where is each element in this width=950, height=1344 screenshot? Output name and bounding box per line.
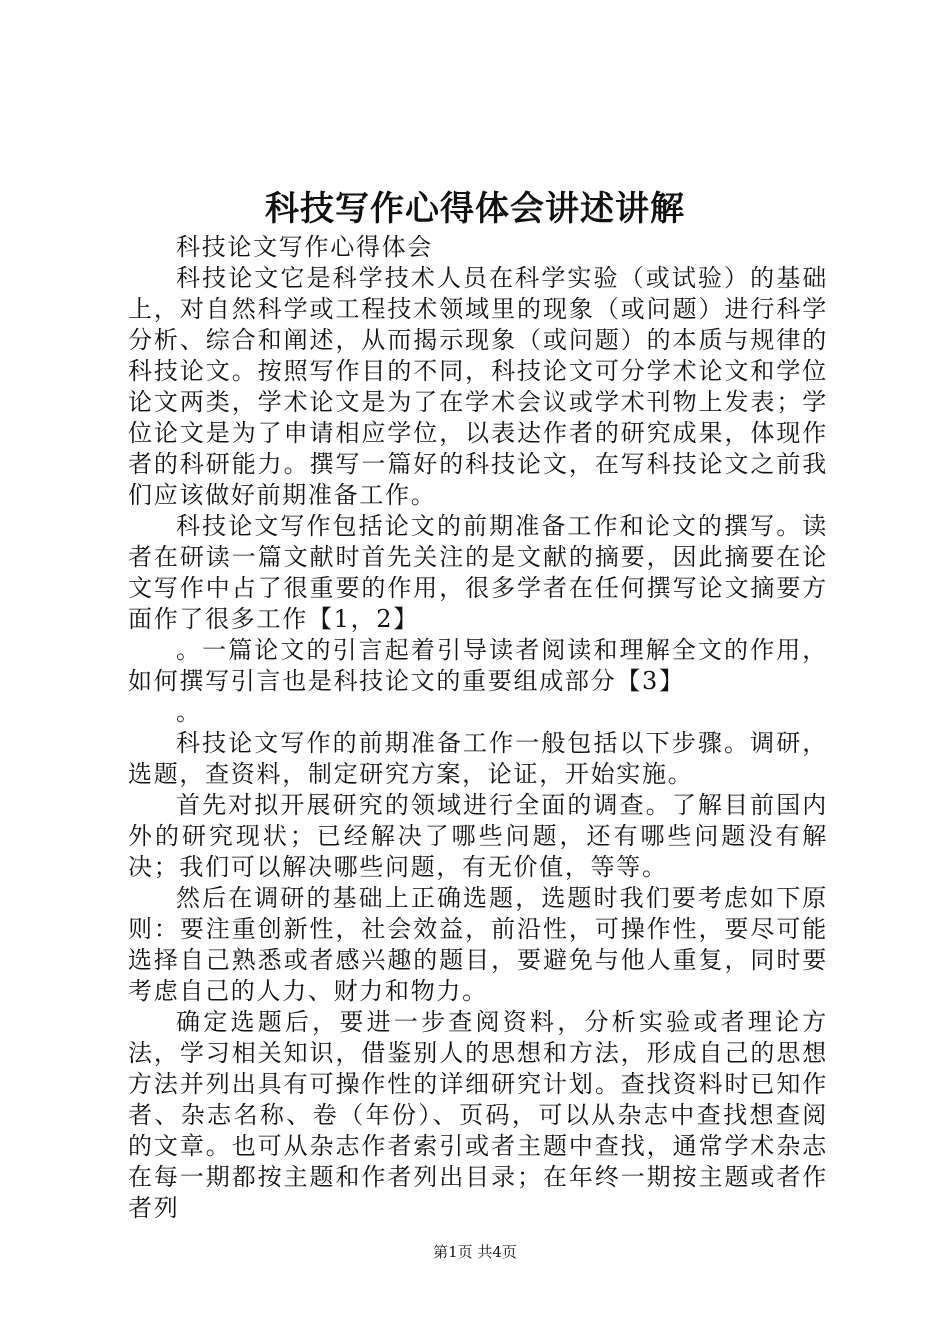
paragraph: 确定选题后，要进一步查阅资料，分析实验或者理论方法，学习相关知识，借鉴别人的思想和方法，形成自己的思想方法并列出具有可操作性的详细研究计划。查找资料时已知作者、杂志名称、卷（年份）、页码，可以从杂志中查找想查阅的文章。也可从杂志作者索引或者主题中查找，通常学术杂志在每一期都按主题和作者列出目录；在年终一期按主题或者作者列 [128,1008,828,1222]
paragraph: 。一篇论文的引言起着引导读者阅读和理解全文的作用，如何撰写引言也是科技论文的重要组成部分【3】 [128,636,828,695]
document-body [128,232,828,1224]
document-title: 科技写作心得体会讲述讲解 [265,189,685,229]
paragraph: 科技论文写作包括论文的前期准备工作和论文的撰写。读者在研读一篇文献时首先关注的是文献的摘要，因此摘要在论文写作中占了很重要的作用，很多学者在任何撰写论文摘要方面作了很多工作【1，2】 [128,512,828,633]
paragraph: 。 [176,698,202,726]
paragraph: 然后在调研的基础上正确选题，选题时我们要考虑如下原则：要注重创新性，社会效益，前沿性，可操作性，要尽可能选择自己熟悉或者感兴趣的题目，要避免与他人重复，同时要考虑自己的人力、财力和物力。 [128,884,828,1005]
paragraph: 科技论文写作的前期准备工作一般包括以下步骤。调研，选题，查资料，制定研究方案，论证，开始实施。 [128,729,828,788]
paragraph: 首先对拟开展研究的领域进行全面的调查。了解目前国内外的研究现状；已经解决了哪些问题，还有哪些问题没有解决；我们可以解决哪些问题，有无价值，等等。 [128,791,828,881]
paragraph-subtitle: 科技论文写作心得体会 [176,233,433,261]
page-footer: 第1页 共4页 [433,1243,517,1261]
paragraph: 科技论文它是科学技术人员在科学实验（或试验）的基础上，对自然科学或工程技术领域里的现象（或问题）进行科学分析、综合和阐述，从而揭示现象（或问题）的本质与规律的科技论文。按照写作目的不同，科技论文可分学术论文和学位论文两类，学术论文是为了在学术会议或学术刊物上发表；学位论文是为了申请相应学位，以表达作者的研究成果，体现作者的科研能力。撰写一篇好的科技论文，在写科技论文之前我们应该做好前期准备工作。 [128,264,828,509]
